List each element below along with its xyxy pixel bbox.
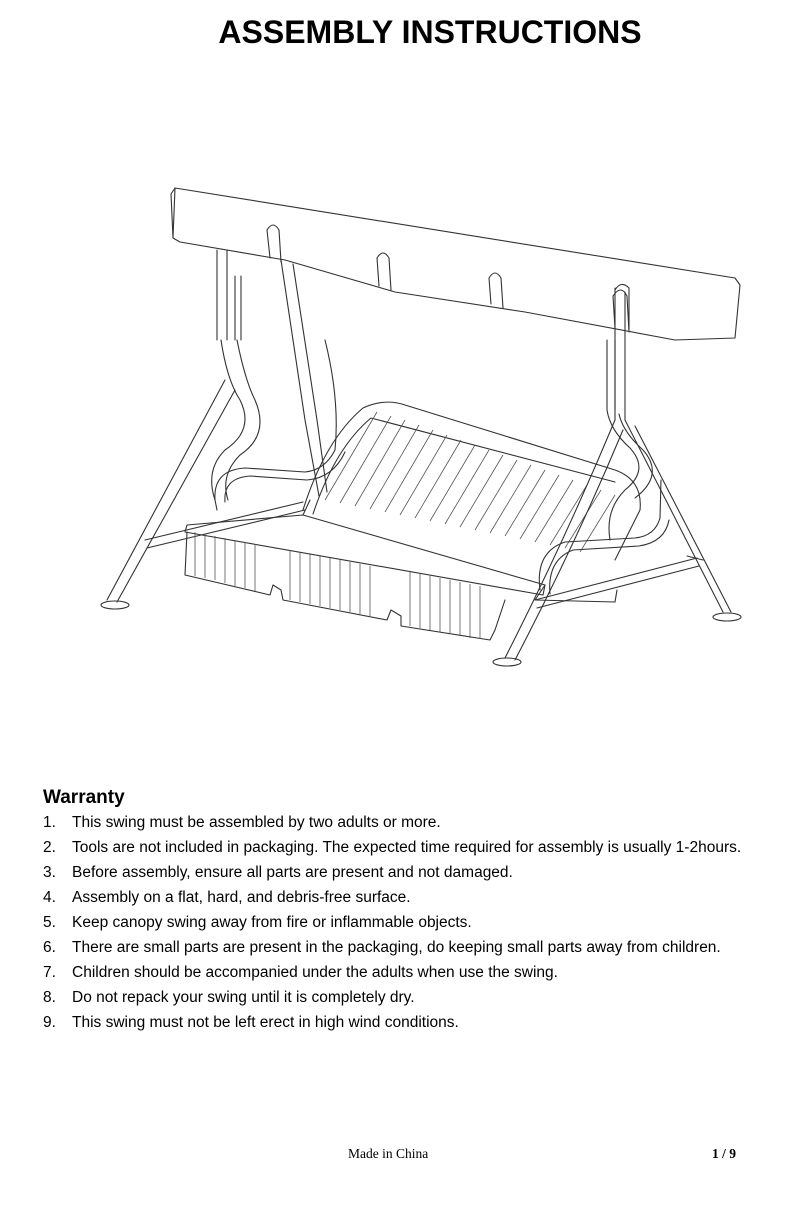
list-item (43, 913, 741, 938)
list-item (43, 863, 741, 888)
item-number: 1. (43, 814, 56, 831)
item-number: 3. (43, 864, 56, 881)
item-text: Children should be accompanied under the adults when use the swing. (72, 964, 558, 981)
swing-illustration (95, 180, 755, 680)
list-item (43, 1013, 741, 1038)
list-item (43, 888, 741, 913)
warranty-heading: Warranty (43, 787, 125, 808)
list-item (43, 813, 741, 838)
warranty-list (43, 813, 741, 1038)
item-number: 2. (43, 839, 56, 856)
page-number: 1 / 9 (712, 1146, 737, 1161)
item-text: This swing must be assembled by two adults or more. (72, 814, 441, 831)
item-number: 9. (43, 1014, 56, 1031)
item-text: Assembly on a flat, hard, and debris-free surface. (72, 889, 411, 906)
list-item (43, 838, 741, 863)
item-text: Tools are not included in packaging. The expected time required for assembly is usually 1-2hours. (72, 839, 742, 856)
list-item (43, 963, 741, 988)
item-number: 6. (43, 939, 56, 956)
list-item (43, 988, 741, 1013)
item-number: 7. (43, 964, 56, 981)
item-text: Before assembly, ensure all parts are present and not damaged. (72, 864, 513, 881)
list-item (43, 938, 741, 963)
item-text: There are small parts are present in the packaging, do keeping small parts away from children. (72, 939, 721, 956)
item-number: 4. (43, 889, 56, 906)
item-number: 8. (43, 989, 56, 1006)
page-title: ASSEMBLY INSTRUCTIONS (218, 14, 642, 50)
item-text: Do not repack your swing until it is completely dry. (72, 989, 415, 1006)
item-text: Keep canopy swing away from fire or inflammable objects. (72, 914, 472, 931)
item-number: 5. (43, 914, 56, 931)
footer-origin: Made in China (348, 1146, 429, 1161)
item-text: This swing must not be left erect in high wind conditions. (72, 1014, 459, 1031)
